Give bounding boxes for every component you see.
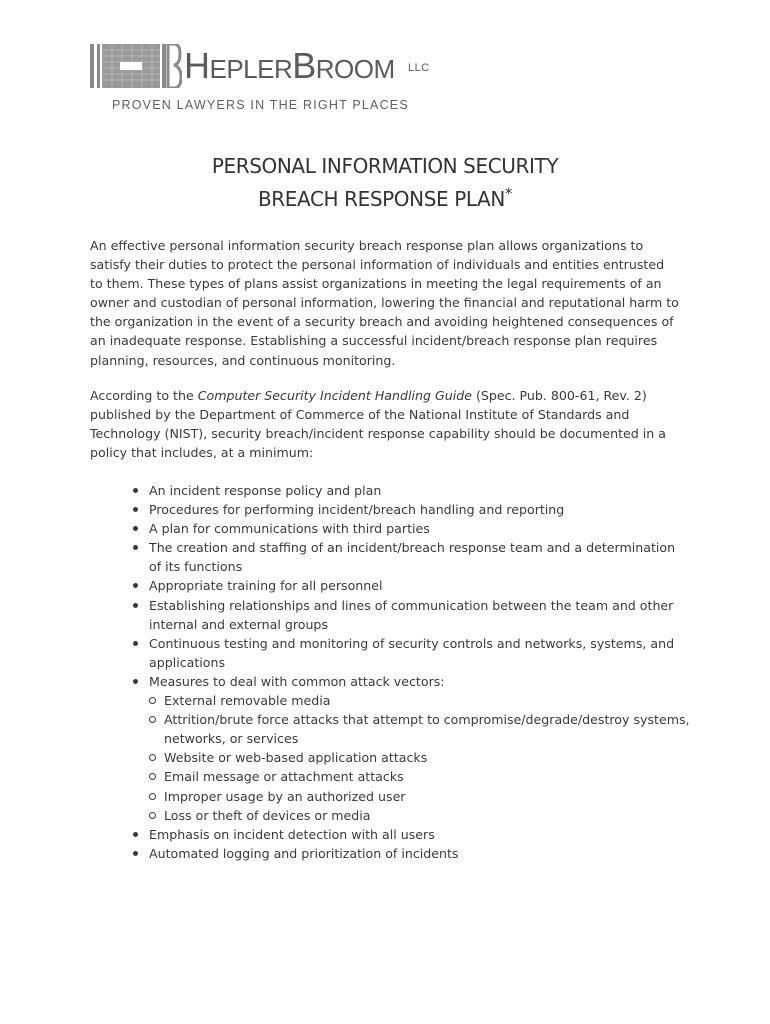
list-item: Automated logging and prioritization of incidents — [130, 844, 690, 863]
list-item: Appropriate training for all personnel — [130, 576, 690, 595]
firm-name: HEPLERBROOM — [184, 45, 395, 86]
attack-vectors-list — [149, 691, 690, 825]
firm-logo — [90, 42, 450, 122]
list-item: Continuous testing and monitoring of security controls and networks, systems, and applications — [130, 634, 690, 672]
nist-paragraph: According to the Computer Security Incident Handling Guide (Spec. Pub. 800-61, Rev. 2) published by the Department of Commerce of the National Institute of Standards and Technology (NIST), security breach/incident response capability should be documented in a policy that includes, at a minimum: — [90, 388, 666, 461]
bullet-icon — [133, 545, 138, 550]
document-title-line-1: PERSONAL INFORMATION SECURITY — [211, 154, 559, 178]
hb-monogram-icon — [90, 44, 182, 88]
sub-list-item: External removable media — [149, 691, 690, 710]
sub-list-item: Improper usage by an authorized user — [149, 787, 690, 806]
circle-bullet-icon — [149, 812, 156, 819]
footnote-asterisk: * — [504, 184, 513, 203]
bullet-icon — [133, 507, 138, 512]
list-item: Procedures for performing incident/breach handling and reporting — [130, 500, 690, 519]
list-item: An incident response policy and plan — [130, 481, 690, 500]
circle-bullet-icon — [149, 793, 156, 800]
firm-tagline: PROVEN LAWYERS IN THE RIGHT PLACES — [112, 98, 409, 112]
list-item: The creation and staffing of an incident/breach response team and a determination of its functions — [130, 538, 690, 576]
sub-list-item: Loss or theft of devices or media — [149, 806, 690, 825]
bullet-icon — [133, 603, 138, 608]
bullet-icon — [133, 832, 138, 837]
list-item: Establishing relationships and lines of communication between the team and other internal and external groups — [130, 596, 690, 634]
circle-bullet-icon — [149, 716, 156, 723]
bullet-icon — [133, 488, 138, 493]
list-item: A plan for communications with third parties — [130, 519, 690, 538]
bullet-icon — [133, 641, 138, 646]
policy-requirements-list — [130, 481, 690, 863]
guide-title: Computer Security Incident Handling Guide — [197, 388, 472, 403]
sub-list-item: Attrition/brute force attacks that attempt to compromise/degrade/destroy systems, networks, or services — [149, 710, 690, 748]
circle-bullet-icon — [149, 773, 156, 780]
intro-paragraph: An effective personal information security breach response plan allows organizations to satisfy their duties to protect the personal information of individuals and entities entrusted to them. These types of plans assist organizations in meeting the legal requirements of an owner and custodian of personal information, lowering the financial and reputational harm to the organization in the event of a security breach and avoiding heightened consequences of an inadequate response. Establishing a successful incident/breach response plan requires planning, resources, and continuous monitoring. — [90, 238, 679, 368]
list-item: Measures to deal with common attack vectors: External removable media Attrition/brute force attacks that attempt to compromise/degrade/destroy systems, networks, or services Website or web-based application attacks Email message or attachment attacks Improper usage by an authorized user Loss or theft of devices or media — [130, 672, 690, 825]
list-item: Emphasis on incident detection with all users — [130, 825, 690, 844]
firm-suffix: LLC — [408, 62, 430, 74]
bullet-icon — [133, 679, 138, 684]
sub-list-item: Website or web-based application attacks — [149, 748, 690, 767]
document-title-line-2: BREACH RESPONSE PLAN* — [257, 184, 513, 211]
bullet-icon — [133, 851, 138, 856]
bullet-icon — [133, 583, 138, 588]
bullet-icon — [133, 526, 138, 531]
circle-bullet-icon — [149, 754, 156, 761]
circle-bullet-icon — [149, 697, 156, 704]
sub-list-item: Email message or attachment attacks — [149, 767, 690, 786]
